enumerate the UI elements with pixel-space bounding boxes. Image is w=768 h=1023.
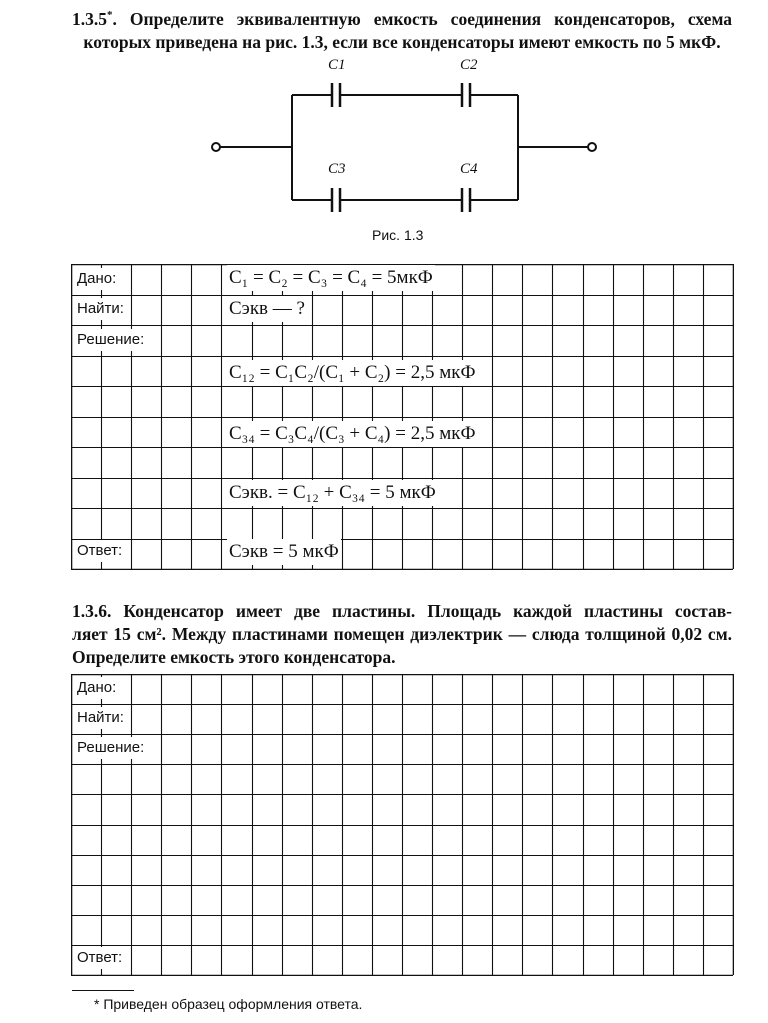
solution-step-3: Cэкв. = C₁₂ + C₃₄ = 5 мкФ <box>227 480 438 506</box>
find-value: Cэкв — ? <box>227 296 307 322</box>
problem-number: 1.3.6. <box>72 601 112 621</box>
find-label: Найти: <box>74 298 127 320</box>
footnote: * Приведен образец оформления ответа. <box>94 996 363 1012</box>
given-values: C₁ = C₂ = C₃ = C₄ = 5мкФ <box>227 265 435 291</box>
capacitor-c3 <box>332 188 340 212</box>
figure-caption: Рис. 1.3 <box>372 227 424 243</box>
problem-text-line2: которых приведена на рис. 1.3, если все конденсаторы имеют емкость по 5 мкФ. <box>83 31 721 52</box>
left-terminal <box>212 143 220 151</box>
solution-form-1 <box>71 264 734 570</box>
problem-text-line1: . Определите эквивалентную емкость соединения конденсаторов, схема <box>112 8 732 29</box>
solution-step-1: C₁₂ = C₁C₂/(C₁ + C₂) = 2,5 мкФ <box>227 360 477 386</box>
capacitor-c1 <box>332 83 340 107</box>
problem-1-3-5-statement <box>72 4 732 54</box>
solution-form-2 <box>71 674 734 976</box>
given-label: Дано: <box>74 268 119 290</box>
solution-step-2: C₃₄ = C₃C₄/(C₃ + C₄) = 2,5 мкФ <box>227 421 477 447</box>
label-c3: C3 <box>328 161 346 177</box>
find-label: Найти: <box>74 707 127 729</box>
given-label: Дано: <box>74 677 119 699</box>
grid-1-lines <box>71 264 734 570</box>
capacitor-c2 <box>462 83 470 107</box>
right-terminal <box>588 143 596 151</box>
answer-label: Ответ: <box>74 947 125 969</box>
label-c1: C1 <box>328 57 346 73</box>
grid-2-lines <box>71 674 734 976</box>
footnote-star: * <box>107 9 113 21</box>
problem-text-line1: Конденсатор имеет две пластины. Площадь каждой пластины состав- <box>123 601 732 621</box>
problem-statement-line <box>72 4 732 31</box>
problem-text-line2: ляет 15 см². Между пластинами помещен диэлектрик — слюда толщиной 0,02 см. <box>72 624 732 644</box>
circuit-diagram <box>200 55 610 215</box>
solution-label: Решение: <box>74 329 147 351</box>
capacitor-c4 <box>462 188 470 212</box>
footnote-rule <box>72 990 134 991</box>
problem-number: 1.3.5 <box>72 8 107 29</box>
answer-value: Cэкв = 5 мкФ <box>227 539 341 565</box>
problem-statement-line <box>72 600 732 623</box>
problem-text-line3: Определите емкость этого конденсатора. <box>72 647 396 667</box>
solution-label: Решение: <box>74 737 147 759</box>
label-c4: C4 <box>460 161 478 177</box>
label-c2: C2 <box>460 57 478 73</box>
answer-label: Ответ: <box>74 540 125 562</box>
problem-1-3-6-statement <box>72 600 732 669</box>
